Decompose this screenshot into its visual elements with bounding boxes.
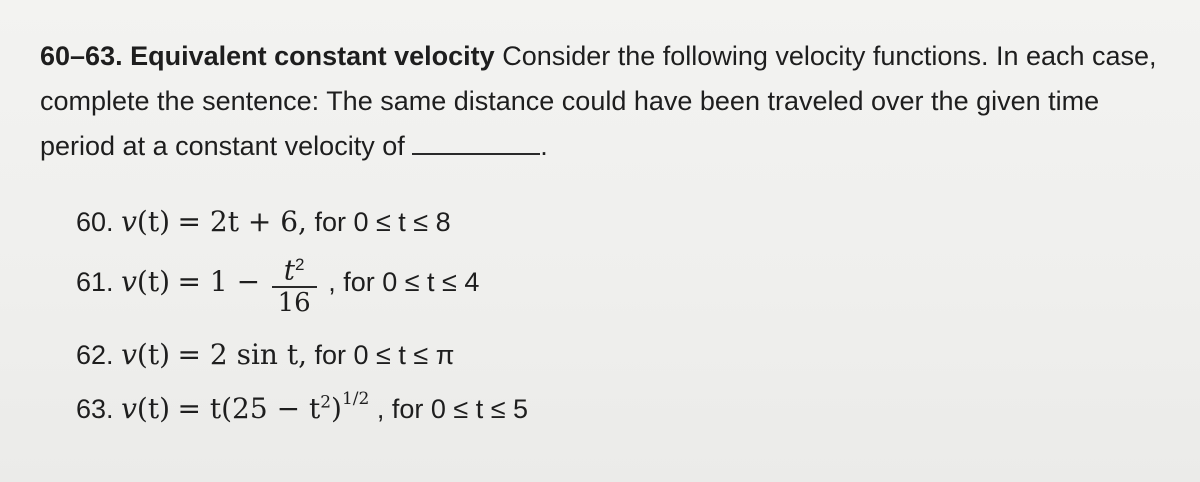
- velocity-symbol: v: [121, 264, 137, 298]
- velocity-arg: (t): [136, 264, 170, 298]
- fraction: [272, 250, 317, 318]
- fraction-numerator: $t^2$: [283, 253, 305, 287]
- velocity-expression: = $t(25 - t^2)^{1/2}$: [177, 389, 370, 425]
- fraction-denominator: 16: [272, 286, 317, 318]
- problem-62: [76, 338, 454, 371]
- problem-61: [76, 250, 479, 318]
- intro-period: .: [540, 131, 548, 161]
- problem-header: 60–63. Equivalent constant velocity: [40, 41, 495, 71]
- velocity-symbol: v: [121, 205, 137, 238]
- problem-instructions: Consider the following velocity functions. In each case, complete the sentence: The same distance could have been traveled over the given time period at a constant velocity of: [40, 41, 1157, 161]
- velocity-expression: = 2t + 6,: [177, 205, 307, 238]
- time-interval: for 0 ≤ t ≤ 8: [314, 207, 451, 237]
- time-interval: , for 0 ≤ t ≤ 4: [328, 266, 480, 297]
- velocity-expression: = 1 −: [177, 264, 261, 298]
- velocity-symbol: v: [121, 338, 137, 371]
- velocity-expression: = 2 sin t,: [177, 338, 308, 371]
- velocity-arg: (t): [136, 338, 170, 371]
- time-interval: , for 0 ≤ t ≤ 5: [376, 394, 529, 424]
- problem-number: 63.: [76, 394, 114, 424]
- problem-60: [76, 205, 451, 238]
- problem-63: [76, 389, 529, 425]
- velocity-arg: (t): [136, 205, 170, 238]
- velocity-arg: (t): [136, 392, 170, 425]
- problem-number: 62.: [76, 340, 114, 370]
- problem-list: [76, 0, 976, 482]
- problem-number: 60.: [76, 207, 114, 237]
- velocity-symbol: v: [121, 392, 137, 425]
- time-interval: for 0 ≤ t ≤ π: [314, 340, 455, 370]
- problem-number: 61.: [76, 266, 114, 297]
